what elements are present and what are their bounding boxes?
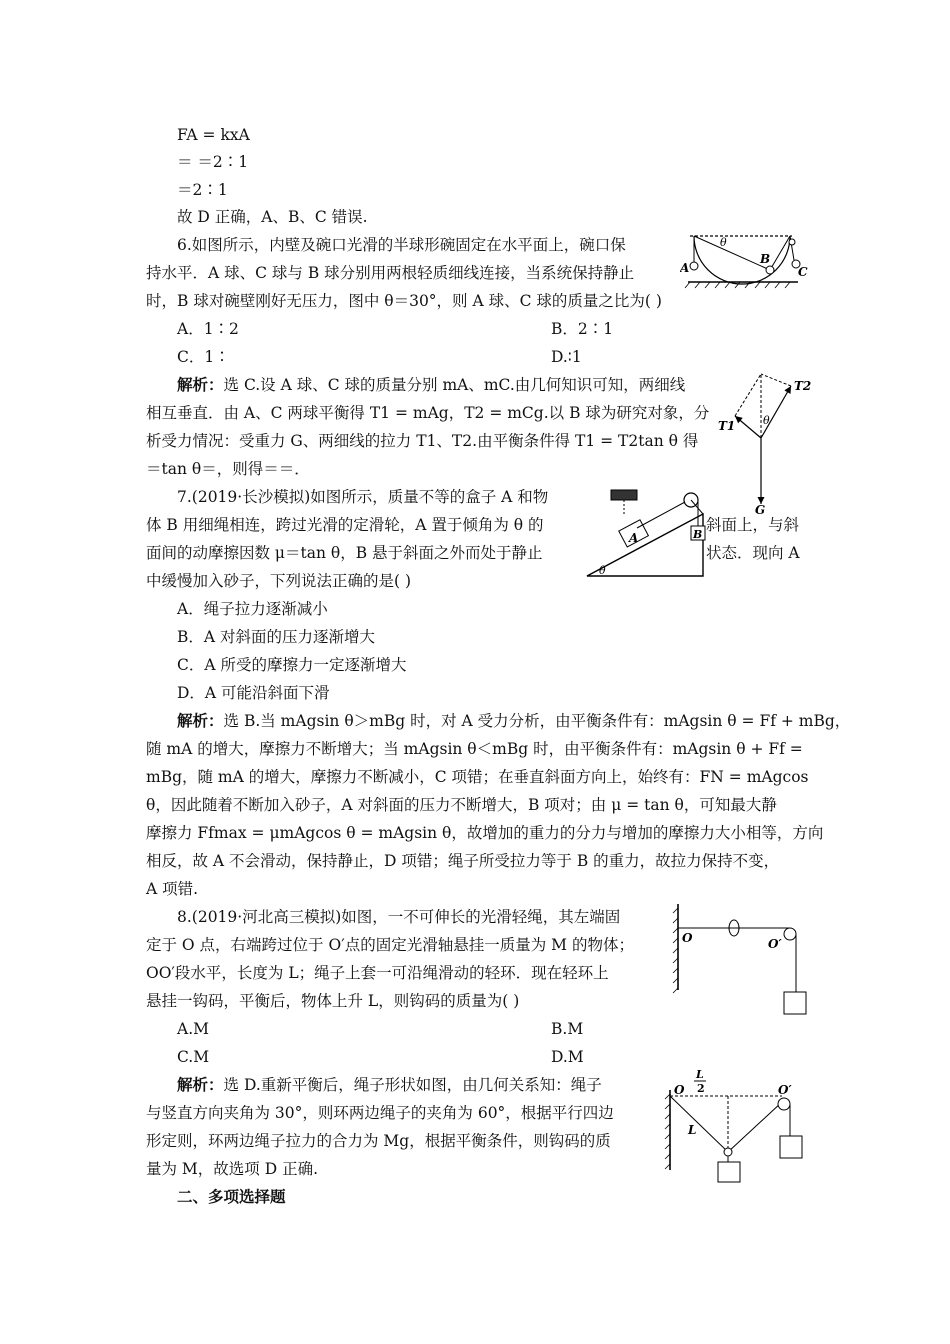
q6-solution bbox=[177, 374, 685, 396]
label-theta: θ bbox=[763, 414, 770, 427]
ball-a bbox=[690, 262, 698, 270]
label-b: B bbox=[760, 252, 771, 266]
label-g: G bbox=[755, 503, 766, 514]
q6-solution: ＝tan θ＝，则得＝＝． bbox=[146, 460, 310, 478]
q8-text: 8.(2019·河北高三模拟)如图，一不可伸长的光滑轻绳，其左端固 bbox=[177, 908, 621, 926]
label-b: B bbox=[693, 528, 703, 541]
label-a: A bbox=[629, 531, 639, 545]
q7-solution bbox=[177, 710, 850, 732]
incline-figure bbox=[585, 484, 710, 582]
q7-text: 中缓慢加入砂子，下列说法正确的是( ) bbox=[146, 572, 412, 590]
solution-text: 选 B.当 mAgsin θ＞mBg 时，对 A 受力分析，由平衡条件有：mAgsin θ = Ff + mBg， bbox=[223, 712, 851, 730]
q8-solution: 与竖直方向夹角为 30°，则环两边绳子的夹角为 60°，根据平行四边 bbox=[146, 1104, 614, 1122]
solution-label: 解析： bbox=[177, 1075, 224, 1094]
q6-option-a: A．1∶2 bbox=[177, 320, 239, 338]
label-theta: θ bbox=[720, 236, 727, 249]
q6-text: 时，B 球对碗壁刚好无压力，图中 θ＝30°，则 A 球、C 球的质量之比为( ) bbox=[146, 292, 662, 310]
q8-option-b: B.M bbox=[551, 1020, 584, 1038]
label-l-half-num: L bbox=[696, 1068, 704, 1081]
solution-label: 解析： bbox=[177, 375, 224, 394]
q7-option-b: B．A 对斜面的压力逐渐增大 bbox=[177, 628, 376, 646]
label-t1: T1 bbox=[718, 419, 736, 433]
label-c: C bbox=[798, 265, 808, 279]
q8-solution bbox=[177, 1074, 602, 1096]
q7-option-c: C．A 所受的摩擦力一定逐渐增大 bbox=[177, 656, 407, 674]
solution-text: 选 D.重新平衡后，绳子形状如图，由几何关系知：绳子 bbox=[223, 1076, 602, 1094]
label-theta: θ bbox=[599, 564, 606, 577]
label-l-half-den: 2 bbox=[697, 1082, 705, 1095]
q7-solution: θ，因此随着不断加入砂子，A 对斜面的压力不断增大，B 项对；由 μ = tan θ，可知最大静 bbox=[146, 796, 777, 814]
q7-text: 面间的动摩擦因数 μ＝tan θ，B 悬于斜面之外而处于静止 bbox=[146, 544, 543, 562]
q8-option-c: C.M bbox=[177, 1048, 210, 1066]
q8-text: OO′段水平，长度为 L；绳子上套一可沿绳滑动的轻环．现在轻环上 bbox=[146, 964, 609, 982]
label-o: O bbox=[674, 1083, 685, 1097]
bowl-figure bbox=[680, 232, 810, 294]
solution-label: 解析： bbox=[177, 711, 224, 730]
q8-option-a: A.M bbox=[177, 1020, 209, 1038]
q7-text: 斜面上，与斜 bbox=[706, 516, 800, 534]
q8-text: 定于 O 点，右端跨过位于 O′点的固定光滑轴悬挂一质量为 M 的物体； bbox=[146, 936, 634, 954]
line: FA = kxA bbox=[177, 126, 250, 144]
q7-solution: mBg，随 mA 的增大，摩擦力不断减小，C 项错；在垂直斜面方向上，始终有：FN = mAgcos bbox=[146, 768, 809, 786]
q8-option-d: D.M bbox=[551, 1048, 584, 1066]
pulley-solution-figure bbox=[662, 1066, 812, 1186]
pulley-wheel bbox=[784, 928, 796, 940]
q7-solution: 随 mA 的增大，摩擦力不断增大；当 mAgsin θ＜mBg 时，由平衡条件有：mAgsin θ + Ff = bbox=[146, 740, 803, 758]
q6-solution: 相互垂直．由 A、C 两球平衡得 T1 = mAg，T2 = mCg.以 B 球为研究对象，分 bbox=[146, 404, 710, 422]
mass-m bbox=[784, 992, 806, 1014]
q7-option-d: D．A 可能沿斜面下滑 bbox=[177, 684, 330, 702]
pulley-wheel bbox=[789, 239, 795, 245]
q8-text: 悬挂一钩码，平衡后，物体上升 L，则钩码的质量为( ) bbox=[146, 992, 520, 1010]
light-ring bbox=[724, 1148, 732, 1156]
q7-solution: 摩擦力 Ffmax = μmAgcos θ = mAgsin θ，故增加的重力的分力与增加的摩擦力大小相等，方向 bbox=[146, 824, 824, 842]
sand-hopper bbox=[611, 490, 637, 500]
line: ＝2∶1 bbox=[177, 181, 228, 199]
q7-solution: 相反，故 A 不会滑动，保持静止，D 项错；绳子所受拉力等于 B 的重力，故拉力保持不变， bbox=[146, 852, 780, 870]
force-figure bbox=[715, 368, 815, 514]
q6-text: 持水平．A 球、C 球与 B 球分别用两根轻质细线连接，当系统保持静止 bbox=[146, 264, 635, 282]
q6-option-c: C．1∶ bbox=[177, 348, 230, 366]
ball-b bbox=[766, 266, 774, 274]
line: ＝ ＝2∶1 bbox=[177, 153, 249, 171]
hook-weight bbox=[718, 1162, 740, 1182]
mass-m bbox=[780, 1136, 802, 1158]
q8-solution: 形定则，环两边绳子拉力的合力为 Mg，根据平衡条件，则钩码的质 bbox=[146, 1132, 611, 1150]
q7-text: 状态．现向 A bbox=[706, 544, 800, 562]
q8-solution: 量为 M，故选项 D 正确. bbox=[146, 1160, 319, 1178]
solution-text: 选 C.设 A 球、C 球的质量分别 mA、mC.由几何知识可知，两细线 bbox=[223, 376, 686, 394]
q6-solution: 析受力情况：受重力 G、两细线的拉力 T1、T2.由平衡条件得 T1 = T2tan θ 得 bbox=[146, 432, 699, 450]
label-a: A bbox=[680, 261, 690, 275]
label-l: L bbox=[688, 1123, 697, 1137]
label-t2: T2 bbox=[794, 379, 812, 393]
line: 故 D 正确，A、B、C 错误. bbox=[177, 208, 368, 226]
pulley-figure bbox=[672, 902, 812, 1020]
section-heading: 二、多项选择题 bbox=[177, 1187, 286, 1206]
label-o: O bbox=[682, 931, 693, 945]
q6-text: 6.如图所示，内壁及碗口光滑的半球形碗固定在水平面上，碗口保 bbox=[177, 236, 626, 254]
q6-option-d: D.∶1 bbox=[551, 348, 582, 366]
label-o-prime: O′ bbox=[778, 1083, 792, 1097]
q7-solution: A 项错. bbox=[146, 880, 199, 898]
q6-option-b: B．2∶1 bbox=[551, 320, 614, 338]
pulley-wheel bbox=[778, 1098, 790, 1110]
q7-text: 体 B 用细绳相连，跨过光滑的定滑轮，A 置于倾角为 θ 的 bbox=[146, 516, 544, 534]
q7-option-a: A．绳子拉力逐渐减小 bbox=[177, 600, 328, 618]
q7-text: 7.(2019·长沙模拟)如图所示，质量不等的盒子 A 和物 bbox=[177, 488, 549, 506]
label-o-prime: O′ bbox=[768, 937, 782, 951]
